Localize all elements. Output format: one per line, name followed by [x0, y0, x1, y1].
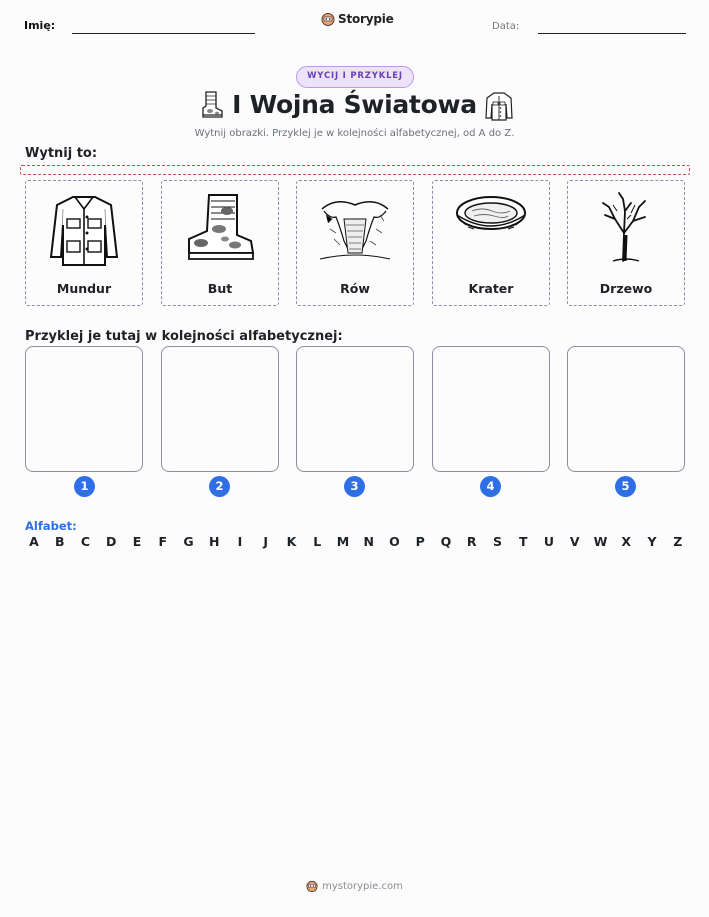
paste-section-label: Przyklej je tutaj w kolejności alfabetycznej: — [25, 329, 343, 344]
crater-icon — [452, 189, 530, 269]
slot-number-5: 5 — [615, 476, 636, 497]
bare-tree-icon — [587, 189, 665, 269]
alphabet-letter: U — [543, 534, 555, 549]
paste-slot-1[interactable] — [25, 346, 143, 472]
alphabet-letter: V — [569, 534, 580, 549]
alphabet-letter: D — [106, 534, 117, 549]
footer-url[interactable]: mystorypie.com — [322, 880, 403, 892]
card-label: Mundur — [56, 281, 112, 296]
alphabet-letter: P — [415, 534, 425, 549]
alphabet-label: Alfabet: — [25, 519, 77, 533]
paste-slot-2[interactable] — [161, 346, 279, 472]
alphabet-letter: M — [336, 534, 350, 549]
slot-number-4: 4 — [480, 476, 501, 497]
cut-section-label: Wytnij to: — [25, 146, 98, 161]
alphabet-letter: W — [593, 534, 608, 549]
cut-line — [20, 165, 690, 175]
paste-slot-4[interactable] — [432, 346, 550, 472]
name-label: Imię: — [24, 19, 56, 32]
uniform-jacket-icon — [45, 189, 123, 269]
name-line[interactable] — [72, 33, 255, 34]
slot-number-2: 2 — [209, 476, 230, 497]
alphabet-letter: B — [54, 534, 65, 549]
page-title: I Wojna Światowa — [232, 90, 477, 119]
instructions: Wytnij obrazki. Przyklej je w kolejności alfabetycznej, od A do Z. — [194, 128, 515, 139]
alphabet-letter: E — [132, 534, 142, 549]
alphabet-letter: H — [209, 534, 220, 549]
slot-number-1: 1 — [74, 476, 95, 497]
card-label: Krater — [468, 281, 514, 296]
storypie-mascot-icon — [306, 880, 318, 892]
alphabet-letter: J — [263, 534, 269, 549]
card-but[interactable] — [161, 180, 279, 306]
alphabet-letter: O — [389, 534, 400, 549]
card-label: Drzewo — [599, 281, 653, 296]
card-krater[interactable] — [432, 180, 550, 306]
paste-slot-5[interactable] — [567, 346, 685, 472]
slot-number-3: 3 — [344, 476, 365, 497]
brand-name: Storypie — [338, 12, 394, 26]
card-mundur[interactable] — [25, 180, 143, 306]
header-row — [24, 12, 686, 38]
brand-logo — [321, 12, 394, 26]
card-drzewo[interactable] — [567, 180, 685, 306]
alphabet-letter: Y — [647, 534, 657, 549]
activity-badge: WYCIJ I PRZYKLEJ — [296, 66, 414, 88]
alphabet-letter: T — [518, 534, 528, 549]
alphabet-letter: S — [492, 534, 502, 549]
date-line[interactable] — [538, 33, 686, 34]
footer — [0, 880, 709, 892]
alphabet-letter: I — [237, 534, 243, 549]
alphabet-letter: Z — [673, 534, 683, 549]
paste-slot-3[interactable] — [296, 346, 414, 472]
date-label: Data: — [492, 21, 520, 32]
camo-boot-icon — [181, 189, 259, 269]
alphabet-letter: R — [466, 534, 477, 549]
alphabet-letter: N — [363, 534, 374, 549]
alphabet-letter: Q — [440, 534, 452, 549]
card-label: Rów — [340, 281, 370, 296]
alphabet-row — [26, 534, 686, 549]
alphabet-letter: A — [29, 534, 39, 549]
alphabet-letter: F — [158, 534, 168, 549]
card-label: But — [207, 281, 233, 296]
alphabet-letter: K — [286, 534, 297, 549]
alphabet-letter: X — [621, 534, 632, 549]
title-row — [0, 90, 709, 126]
alphabet-letter: C — [80, 534, 91, 549]
alphabet-letter: L — [313, 534, 322, 549]
storypie-mascot-icon — [321, 12, 335, 26]
alphabet-letter: G — [183, 534, 194, 549]
jacket-icon — [484, 90, 514, 122]
trench-icon — [316, 189, 394, 269]
card-row[interactable] — [296, 180, 414, 306]
